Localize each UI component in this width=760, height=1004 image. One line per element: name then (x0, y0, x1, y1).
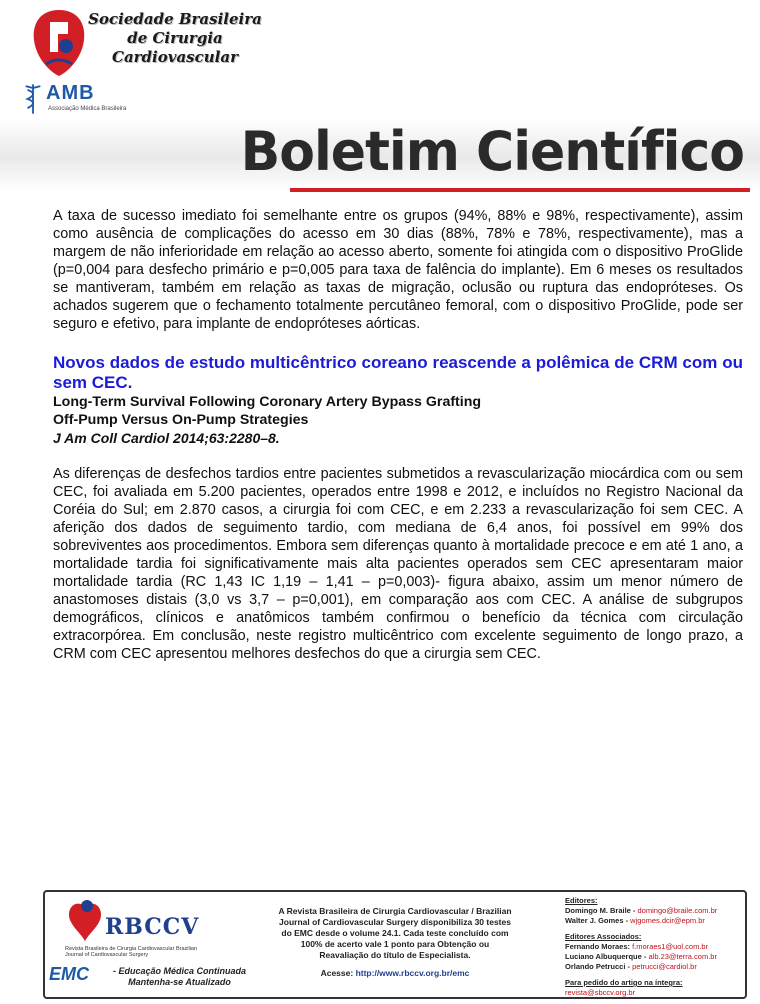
footer-box (43, 890, 747, 999)
amb-subtitle: Associação Médica Brasileira (48, 106, 127, 112)
reference-journal: J Am Coll Cardiol 2014;63:2280–8. (53, 430, 280, 446)
editor2-email[interactable]: wjgomes.dcir@epm.br (630, 916, 705, 925)
intro-paragraph: A taxa de sucesso imediato foi semelhante entre os grupos (94%, 88% e 98%, respectivamente), assim como ausência de complicações do acesso em 30 dias (88%, 78% e 78%, respectivamente), mas a margem de não inferioridade em relação ao acesso aberto, somente foi atingida com o dispositivo ProGlide (p=0,004 para desfecho primário e p=0,005 para taxa de falência do implante). Em 6 meses os resultados se mantiveram, também em relação as taxas de migração, oclusão ou ruptura das endopróteses. Os achados sugerem que o fechamento totalmente percutâneo femoral, com o dispositivo ProGlide, pode ser seguro e efetivo, para implante de endopróteses aórticas. (53, 208, 743, 332)
rbccv-subtitle: Revista Brasileira de Cirurgia Cardiovascular Brazilian Journal of Cardiovascular Surgery (65, 946, 198, 958)
body-paragraph: As diferenças de desfechos tardios entre pacientes submetidos a revascularização miocárdica com ou sem CEC, foi avaliada em 5.200 pacientes, operados entre 1998 e 2012, e incluídos no Registro Nacional da Coréia do Sul; em 2.870 casos, a cirurgia foi com CEC, e em 2.233 a revascularização foi sem CEC. A aferição dos dados de seguimento tardio, com mediana de 6,4 anos, foi possível em 99% dos sobreviventes aos procedimentos. Embora sem diferenças quanto à mortalidade precoce e em até 1 ano, a mortalidade tardia foi significativamente mais alta pacientes operados sem CEC apresentaram maior mortalidade tardia (RC 1,43 IC 1,19 – 1,41 – p=0,003)- figura abaixo, assim um menor número de anastomoses distais (3,0 vs 3,7 – p=0,001), em comparação aos com CEC. A análise de subgrupos demográficos, clínicos e anatômicos também confirmou o benefício da técnica com circulação extracorpórea. Em conclusão, neste registro multicêntrico com excelente seguimento de longo prazo, a CRM com CEC apresentou melhores desfechos do que a cirurgia sem CEC. (53, 466, 743, 662)
rbccv-heart-icon (65, 898, 105, 944)
article-body (53, 207, 743, 663)
associate-editors-label: Editores Associados: (565, 932, 642, 941)
society-name (80, 10, 270, 67)
society-name-line3: Cardiovascular (112, 48, 238, 66)
title-underline (290, 188, 750, 192)
assoc3-name: Orlando Petrucci - (565, 962, 631, 971)
access-link[interactable]: http://www.rbccv.org.br/emc (355, 968, 470, 978)
article-heading: Novos dados de estudo multicêntrico coreano reascende a polêmica de CRM com ou sem CEC. (53, 353, 743, 392)
editor1-name: Domingo M. Braile - (565, 906, 636, 915)
page-title: Boletim Científico (240, 120, 744, 184)
access-label: Acesse: (320, 968, 354, 978)
editor2-name: Walter J. Gomes - (565, 916, 629, 925)
editor1-email[interactable]: domingo@braile.com.br (637, 906, 718, 915)
amb-name: AMB (46, 82, 95, 104)
emc-tagline (113, 966, 246, 988)
assoc1-name: Fernando Moraes: (565, 942, 631, 951)
emc-tagline-line2: Mantenha-se Atualizado (128, 977, 231, 987)
editors-panel (565, 896, 745, 1004)
request-label: Para pedido do artigo na íntegra: (565, 978, 683, 987)
emc-tagline-line1: - Educação Médica Continuada (113, 966, 247, 976)
society-name-line1: Sociedade Brasileira (88, 10, 262, 28)
rbccv-name: RBCCV (105, 914, 200, 940)
amb-caduceus-icon (22, 82, 44, 116)
editors-label: Editores: (565, 896, 598, 905)
assoc1-email[interactable]: f.moraes1@uol.com.br (632, 942, 709, 951)
society-name-line2: de Cirurgia (127, 29, 223, 47)
assoc3-email[interactable]: petrucci@cardiol.br (632, 962, 697, 971)
reference-title-line1: Long-Term Survival Following Coronary Artery Bypass Grafting (53, 394, 482, 410)
access-line (277, 968, 513, 978)
assoc2-name: Luciano Albuquerque - (565, 952, 647, 961)
reference-title-line2: Off-Pump Versus On-Pump Strategies (53, 412, 309, 428)
page-header (0, 0, 760, 200)
emc-logo: EMC (49, 964, 89, 984)
request-email[interactable]: revista@sbccv.org.br (565, 988, 635, 997)
emc-description: A Revista Brasileira de Cirurgia Cardiovascular / Brazilian Journal of Cardiovascular Surgery disponibiliza 30 testes do EMC desde o volume 24.1. Cada teste concluído com 100% de acerto vale 1 ponto para Obtenção ou Reavaliação do título de Especialista. (278, 906, 512, 960)
assoc2-email[interactable]: alb.23@terra.com.br (648, 952, 717, 961)
